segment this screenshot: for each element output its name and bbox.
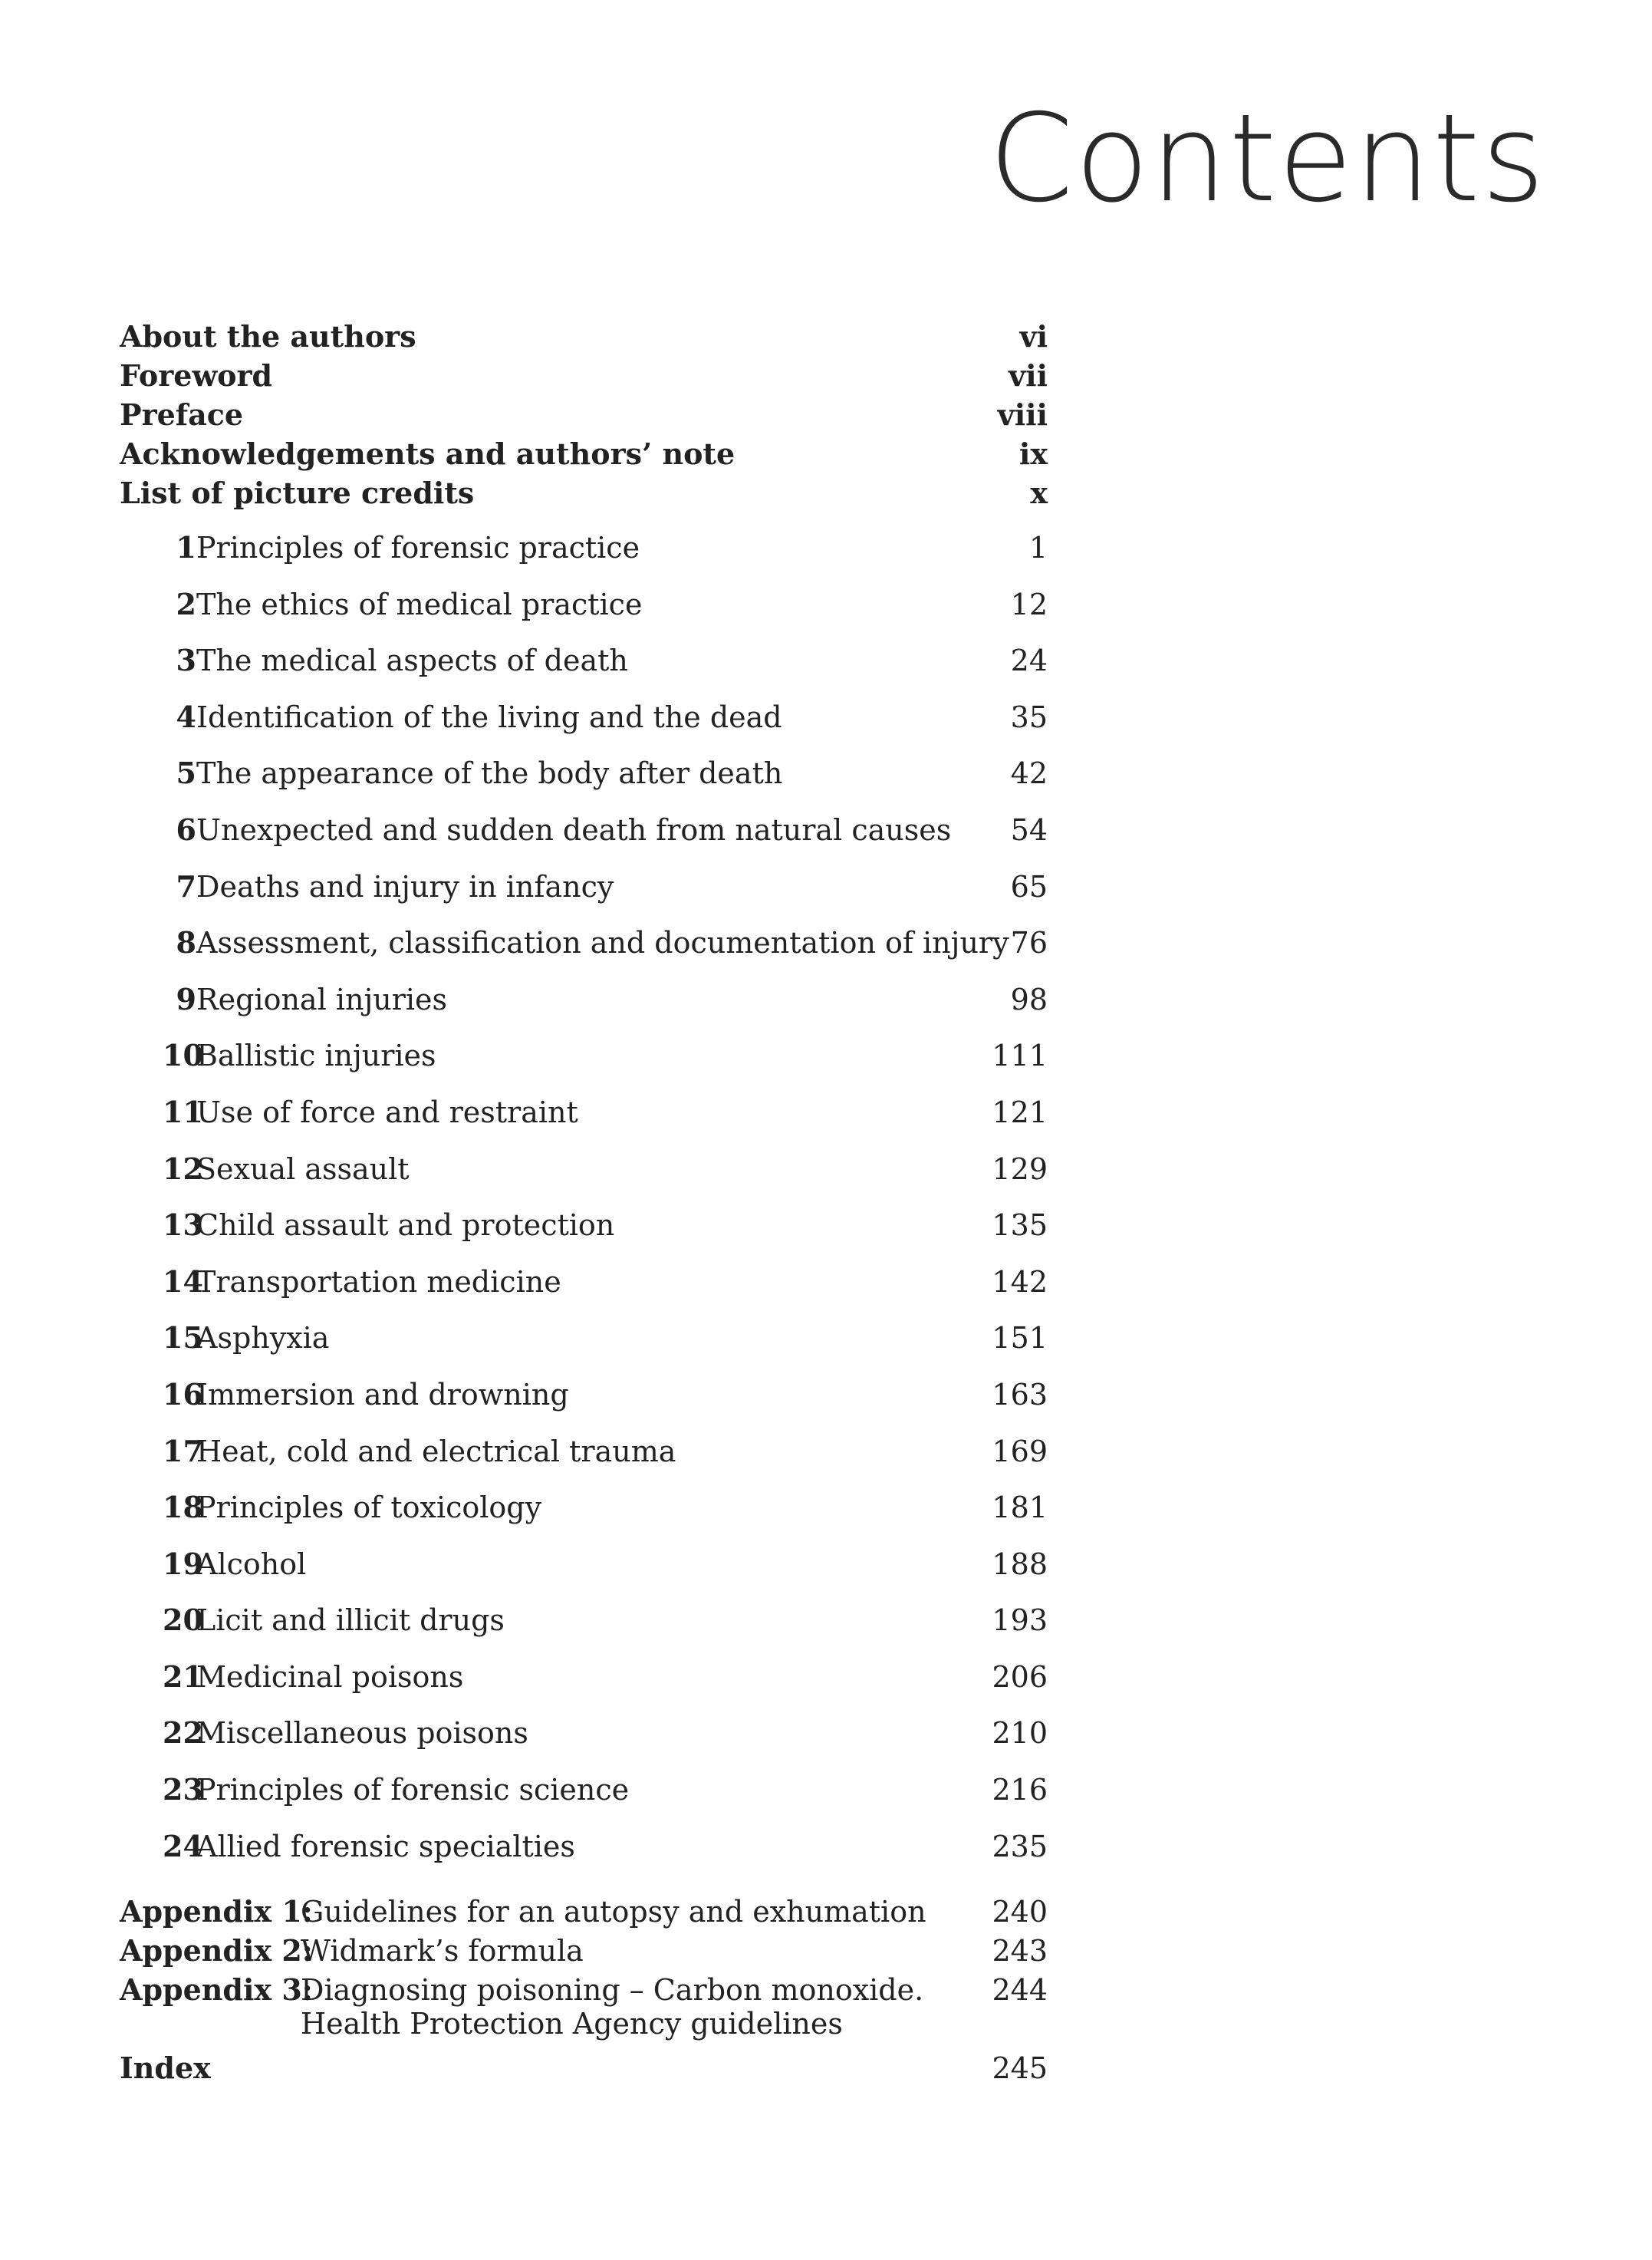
chapter-title: The appearance of the body after death	[196, 756, 783, 791]
appendix-label: Appendix 3:	[120, 1972, 313, 2008]
chapter-number: 8	[176, 925, 196, 960]
chapter-page: 111	[992, 1039, 1048, 1073]
chapter-page: 35	[1010, 700, 1048, 734]
toc-entry-label: Index	[120, 2051, 211, 2086]
chapter-number: 19	[163, 1546, 203, 1581]
chapter-title: Principles of forensic practice	[196, 531, 640, 565]
chapter-page: 169	[992, 1434, 1048, 1468]
chapter-page: 121	[992, 1095, 1048, 1129]
chapter-title: Transportation medicine	[196, 1264, 561, 1299]
toc-entry-foreword[interactable]	[120, 358, 1048, 397]
page-title: Contents	[989, 88, 1546, 229]
chapter-entry[interactable]	[120, 925, 1048, 982]
toc-entry-page: 245	[992, 2051, 1048, 2086]
toc-entry-picture-credits[interactable]	[120, 476, 1048, 515]
chapter-number: 24	[163, 1828, 203, 1863]
appendix-page: 243	[992, 1934, 1048, 1968]
chapter-page: 181	[992, 1491, 1048, 1525]
chapter-entry[interactable]	[120, 1772, 1048, 1829]
chapter-title: Allied forensic specialties	[196, 1829, 575, 1863]
chapter-entry[interactable]	[120, 1038, 1048, 1095]
appendix-entry[interactable]	[120, 1972, 1048, 2051]
chapter-number: 10	[163, 1038, 203, 1073]
chapter-page: 24	[1010, 644, 1048, 678]
appendix-list	[120, 1894, 1048, 2051]
chapter-title: Assessment, classification and documentation of injury	[196, 926, 1009, 960]
chapter-number: 1	[176, 530, 196, 565]
chapter-title: The medical aspects of death	[196, 644, 628, 678]
chapter-page: 216	[992, 1773, 1048, 1807]
chapter-number: 20	[163, 1603, 203, 1638]
toc-entry-page: vii	[1009, 358, 1048, 393]
chapter-number: 5	[176, 756, 196, 791]
chapter-number: 11	[163, 1094, 203, 1129]
chapter-title: Regional injuries	[196, 982, 448, 1016]
chapter-number: 16	[163, 1376, 203, 1412]
toc-entry-label: List of picture credits	[120, 476, 475, 510]
chapter-title: Principles of toxicology	[196, 1491, 542, 1525]
chapter-entry[interactable]	[120, 530, 1048, 587]
chapter-number: 22	[163, 1715, 203, 1751]
chapter-page: 151	[992, 1321, 1048, 1356]
chapter-entry[interactable]	[120, 982, 1048, 1039]
chapter-number: 3	[176, 643, 196, 678]
chapter-page: 163	[992, 1377, 1048, 1412]
appendix-label: Appendix 1:	[120, 1894, 313, 1929]
appendix-page: 244	[992, 1973, 1048, 2008]
chapter-entry[interactable]	[120, 1829, 1048, 1886]
chapter-page: 193	[992, 1603, 1048, 1638]
chapter-entry[interactable]	[120, 1095, 1048, 1151]
chapter-page: 210	[992, 1716, 1048, 1751]
toc-entry-page: viii	[997, 397, 1048, 432]
chapter-title: The ethics of medical practice	[196, 587, 643, 621]
chapter-title: Medicinal poisons	[196, 1659, 464, 1694]
chapter-title: Unexpected and sudden death from natural causes	[196, 812, 952, 847]
toc-entry-page: vi	[1019, 319, 1048, 354]
chapter-number: 23	[163, 1772, 203, 1807]
chapter-entry[interactable]	[120, 1207, 1048, 1264]
chapter-entry[interactable]	[120, 700, 1048, 756]
toc-entry-label: Preface	[120, 397, 244, 432]
chapter-page: 129	[992, 1151, 1048, 1186]
chapter-number: 4	[176, 699, 196, 734]
chapter-title: Asphyxia	[196, 1321, 330, 1356]
chapter-entry[interactable]	[120, 1547, 1048, 1603]
chapter-page: 188	[992, 1547, 1048, 1581]
appendix-entry[interactable]	[120, 1933, 1048, 1972]
chapter-title: Principles of forensic science	[196, 1773, 630, 1807]
toc-entry-page: x	[1030, 476, 1048, 510]
chapter-entry[interactable]	[120, 812, 1048, 869]
chapter-entry[interactable]	[120, 1603, 1048, 1659]
chapter-title: Deaths and injury in infancy	[196, 869, 614, 904]
chapter-number: 7	[176, 868, 196, 904]
chapter-page: 12	[1010, 587, 1048, 621]
chapter-entry[interactable]	[120, 1320, 1048, 1377]
appendix-title: Widmark’s formula	[301, 1934, 584, 1968]
chapter-title: Child assault and protection	[196, 1208, 615, 1243]
chapter-number: 21	[163, 1659, 203, 1694]
toc-entry-label: Acknowledgements and authors’ note	[120, 437, 736, 471]
appendix-label: Appendix 2:	[120, 1933, 313, 1968]
chapter-entry[interactable]	[120, 643, 1048, 700]
toc-entry-acknowledgements[interactable]	[120, 437, 1048, 476]
chapter-number: 13	[163, 1207, 203, 1243]
appendix-title-line2: Health Protection Agency guidelines	[301, 2007, 843, 2041]
appendix-title-line1: Diagnosing poisoning – Carbon monoxide.	[301, 1973, 924, 2008]
chapter-number: 2	[176, 586, 196, 621]
chapter-title: Licit and illicit drugs	[196, 1603, 505, 1638]
chapter-entry[interactable]	[120, 869, 1048, 926]
toc-entry-index[interactable]	[120, 2051, 1048, 2090]
chapter-entry[interactable]	[120, 1715, 1048, 1772]
chapter-page: 142	[992, 1264, 1048, 1299]
toc-entry-label: About the authors	[120, 319, 416, 354]
chapter-page: 65	[1010, 869, 1048, 904]
chapter-title: Identification of the living and the dead	[196, 700, 782, 734]
chapter-title: Heat, cold and electrical trauma	[196, 1434, 676, 1468]
chapter-page: 76	[1010, 926, 1048, 960]
chapter-entry[interactable]	[120, 1434, 1048, 1491]
chapter-list	[120, 530, 1048, 1885]
chapter-number: 15	[163, 1320, 203, 1356]
toc-entry-preface[interactable]	[120, 397, 1048, 437]
front-matter-list	[120, 319, 1048, 515]
chapter-title: Ballistic injuries	[196, 1039, 436, 1073]
chapter-number: 14	[163, 1263, 203, 1299]
chapter-title: Immersion and drowning	[196, 1377, 569, 1412]
chapter-entry[interactable]	[120, 1151, 1048, 1208]
chapter-number: 18	[163, 1490, 203, 1525]
toc-entry-page: ix	[1019, 437, 1048, 471]
chapter-number: 9	[176, 981, 196, 1016]
chapter-entry[interactable]	[120, 1490, 1048, 1547]
chapter-entry[interactable]	[120, 1659, 1048, 1716]
appendix-title: Guidelines for an autopsy and exhumation	[301, 1895, 926, 1929]
chapter-title: Alcohol	[196, 1547, 307, 1581]
appendix-entry[interactable]	[120, 1894, 1048, 1933]
chapter-page: 206	[992, 1659, 1048, 1694]
table-of-contents	[120, 319, 1048, 2090]
chapter-page: 54	[1010, 812, 1048, 847]
chapter-page: 135	[992, 1208, 1048, 1243]
chapter-entry[interactable]	[120, 756, 1048, 812]
chapter-entry[interactable]	[120, 1264, 1048, 1321]
chapter-page: 1	[1028, 531, 1048, 565]
chapter-number: 17	[163, 1433, 203, 1468]
chapter-page: 42	[1010, 756, 1048, 791]
appendix-title	[301, 1973, 992, 2046]
toc-entry-about-the-authors[interactable]	[120, 319, 1048, 358]
chapter-entry[interactable]	[120, 1377, 1048, 1434]
chapter-title: Use of force and restraint	[196, 1095, 578, 1129]
toc-entry-label: Foreword	[120, 358, 273, 393]
chapter-page: 235	[992, 1829, 1048, 1863]
chapter-number: 12	[163, 1151, 203, 1186]
chapter-title: Miscellaneous poisons	[196, 1716, 528, 1751]
chapter-title: Sexual assault	[196, 1151, 410, 1186]
chapter-entry[interactable]	[120, 587, 1048, 644]
chapter-number: 6	[176, 812, 196, 847]
chapter-page: 98	[1010, 982, 1048, 1016]
appendix-page: 240	[992, 1895, 1048, 1929]
